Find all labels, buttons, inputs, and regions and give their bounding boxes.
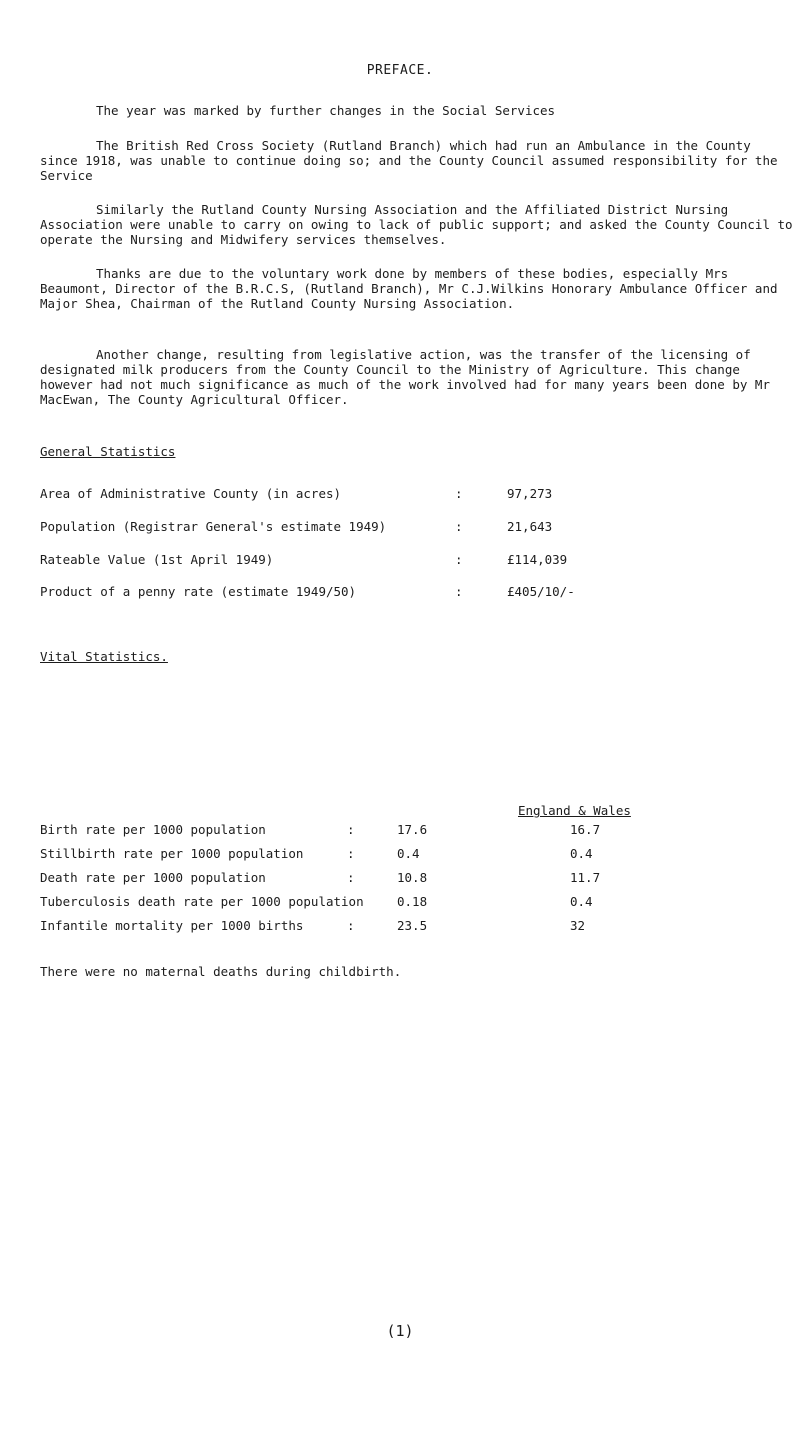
- general-stat-row: [40, 519, 700, 535]
- england-wales-value: 11.7: [570, 870, 601, 885]
- stat-label: Product of a penny rate (estimate 1949/50): [40, 584, 357, 599]
- colon-separator: :: [455, 584, 463, 599]
- nursing-paragraph: [40, 202, 795, 247]
- stat-value: 97,273: [507, 486, 553, 501]
- general-stat-row: [40, 584, 700, 600]
- england-wales-value: 32: [570, 918, 586, 933]
- paragraph-text: The year was marked by further changes in the Social Services: [96, 103, 556, 118]
- stat-label: Area of Administrative County (in acres): [40, 486, 342, 501]
- rutland-value: 0.18: [397, 894, 428, 909]
- colon-separator: :: [455, 552, 463, 567]
- stat-value: £114,039: [507, 552, 568, 567]
- maternal-deaths-note: There were no maternal deaths during childbirth.: [40, 964, 402, 979]
- stat-label: Population (Registrar General's estimate 1949): [40, 519, 387, 534]
- rutland-value: 10.8: [397, 870, 428, 885]
- stat-label: Infantile mortality per 1000 births: [40, 918, 304, 933]
- page-title: PREFACE.: [366, 63, 434, 78]
- england-wales-value: 16.7: [570, 822, 601, 837]
- paragraph-text: Thanks are due to the voluntary work done by members of these bodies, especially Mrs Beaumont, Director of the B.R.C.S, (Rutland Branch), Mr C.J.Wilkins Honorary Ambulance Officer and Major Shea, Chairman of the Rutland County Nursing Association.: [40, 266, 778, 311]
- page-number: (1): [386, 1322, 414, 1340]
- colon-separator: :: [347, 870, 355, 885]
- stat-value: 21,643: [507, 519, 553, 534]
- colon-separator: :: [347, 846, 355, 861]
- stat-label: Death rate per 1000 population: [40, 870, 266, 885]
- general-stat-row: [40, 552, 700, 568]
- general-stat-row: [40, 486, 700, 502]
- intro-paragraph: [40, 103, 795, 118]
- stat-label: Rateable Value (1st April 1949): [40, 552, 274, 567]
- england-wales-value: 0.4: [570, 894, 593, 909]
- thanks-paragraph: [40, 266, 795, 311]
- rutland-value: 0.4: [397, 846, 420, 861]
- paragraph-text: Another change, resulting from legislative action, was the transfer of the licensing of designated milk producers from the County Council to the Ministry of Agriculture. This change however had not much significance as much of the work involved had for many years been done by Mr MacEwan, The County Agricultural Officer.: [40, 347, 770, 407]
- rutland-value: 23.5: [397, 918, 428, 933]
- paragraph-text: The British Red Cross Society (Rutland Branch) which had run an Ambulance in the County since 1918, was unable to continue doing so; and the County Council assumed responsibility for the Service: [40, 138, 778, 183]
- milk-licensing-paragraph: [40, 347, 795, 407]
- vital-stat-row: [40, 918, 720, 934]
- england-wales-value: 0.4: [570, 846, 593, 861]
- stat-value: £405/10/-: [507, 584, 575, 599]
- stat-label: Birth rate per 1000 population: [40, 822, 266, 837]
- rutland-value: 17.6: [397, 822, 428, 837]
- vital-statistics-title: Vital Statistics.: [40, 649, 168, 664]
- england-wales-header: England & Wales: [518, 803, 631, 818]
- colon-separator: :: [347, 918, 355, 933]
- vital-stat-row: [40, 846, 720, 862]
- general-statistics-title: General Statistics: [40, 444, 176, 459]
- vital-stat-row: [40, 822, 720, 838]
- ambulance-paragraph: [40, 138, 795, 183]
- vital-stat-row: [40, 894, 720, 910]
- colon-separator: :: [455, 486, 463, 501]
- colon-separator: :: [347, 822, 355, 837]
- colon-separator: :: [455, 519, 463, 534]
- paragraph-text: Similarly the Rutland County Nursing Association and the Affiliated District Nursing Association were unable to carry on owing to lack of public support; and asked the County Council to operate the Nursing and Midwifery services themselves.: [40, 202, 793, 247]
- stat-label: Stillbirth rate per 1000 population: [40, 846, 304, 861]
- vital-stat-row: [40, 870, 720, 886]
- stat-label: Tuberculosis death rate per 1000 population: [40, 894, 364, 909]
